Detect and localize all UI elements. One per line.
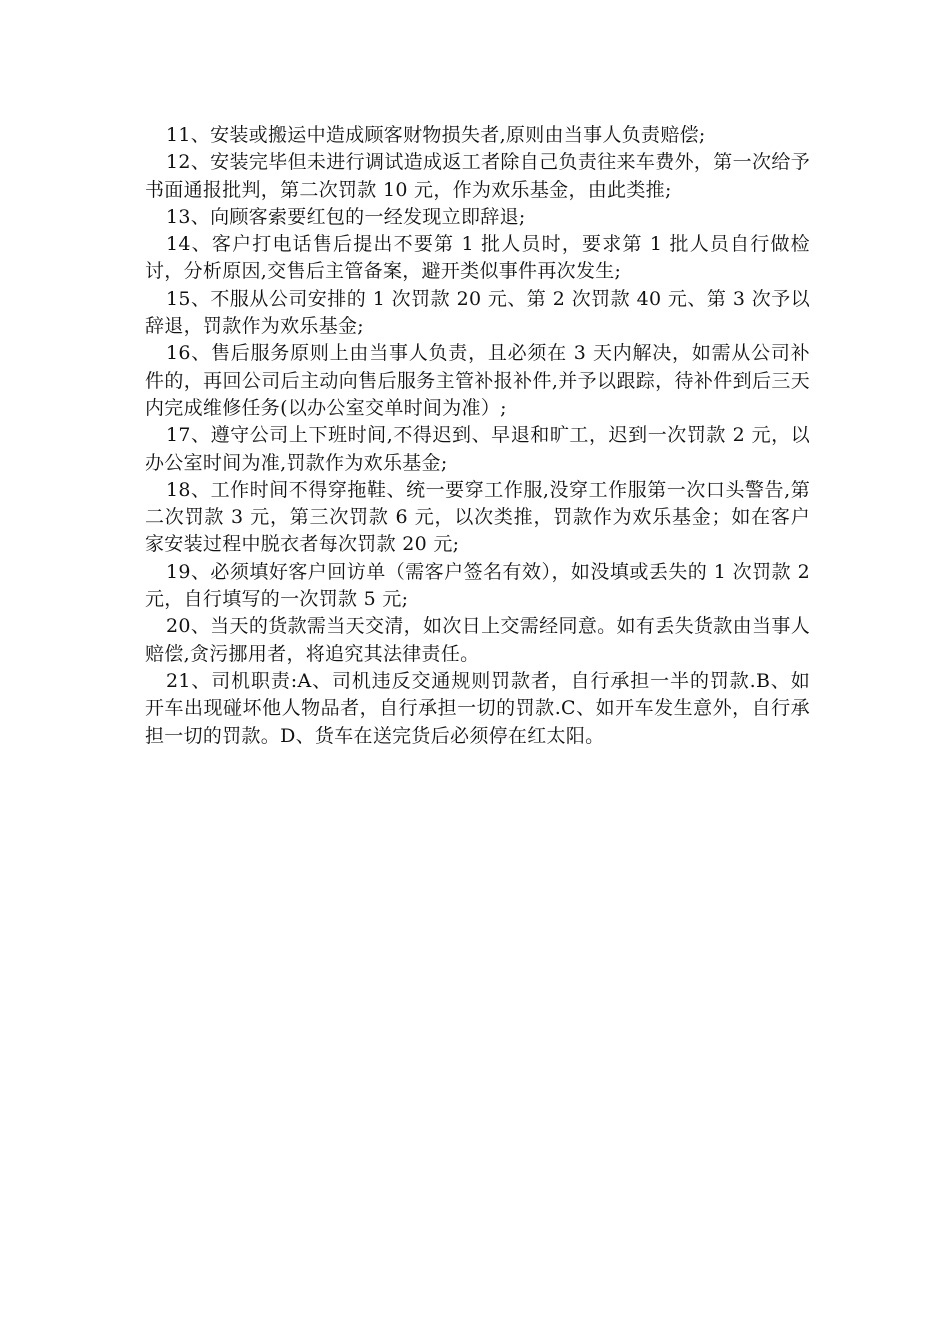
rule-item-11: 11、安装或搬运中造成顾客财物损失者,原则由当事人负责赔偿; [166, 124, 706, 146]
rule-item-17: 17、遵守公司上下班时间,不得迟到、早退和旷工，迟到一次罚款 2 元，以办公室时间为准,罚款作为欢乐基金; [145, 424, 810, 474]
rule-item-14: 14、客户打电话售后提出不要第 1 批人员时，要求第 1 批人员自行做检讨，分析原因,交售后主管备案，避开类似事件再次发生; [145, 233, 810, 283]
rule-item-12: 12、安装完毕但未进行调试造成返工者除自己负责往来车费外，第一次给予书面通报批判，第二次罚款 10 元，作为欢乐基金，由此类推; [145, 151, 810, 201]
document-body [145, 122, 810, 750]
rule-item-19: 19、必须填好客户回访单（需客户签名有效），如没填或丢失的 1 次罚款 2 元，自行填写的一次罚款 5 元; [145, 560, 810, 611]
rule-item-16: 16、售后服务原则上由当事人负责，且必须在 3 天内解决，如需从公司补件的，再回公司后主动向售后服务主管补报补件,并予以跟踪，待补件到后三天内完成维修任务(以办公室交单时间为准）; [145, 342, 810, 419]
rule-item-21: 21、司机职责:A、司机违反交通规则罚款者，自行承担一半的罚款.B、如开车出现碰坏他人物品者，自行承担一切的罚款.C、如开车发生意外，自行承担一切的罚款。D、货车在送完货后必须停在红太阳。 [145, 669, 810, 747]
rule-item-20: 20、当天的货款需当天交清，如次日上交需经同意。如有丢失货款由当事人赔偿,贪污挪用者，将追究其法律责任。 [145, 615, 810, 665]
rule-item-18: 18、工作时间不得穿拖鞋、统一要穿工作服,没穿工作服第一次口头警告,第二次罚款 3 元，第三次罚款 6 元，以次类推，罚款作为欢乐基金；如在客户家安装过程中脱衣者每次罚款 20 元; [145, 478, 810, 556]
rule-item-13: 13、向顾客索要红包的一经发现立即辞退; [166, 205, 526, 228]
rule-item-15: 15、不服从公司安排的 1 次罚款 20 元、第 2 次罚款 40 元、第 3 次予以辞退，罚款作为欢乐基金; [145, 287, 810, 338]
